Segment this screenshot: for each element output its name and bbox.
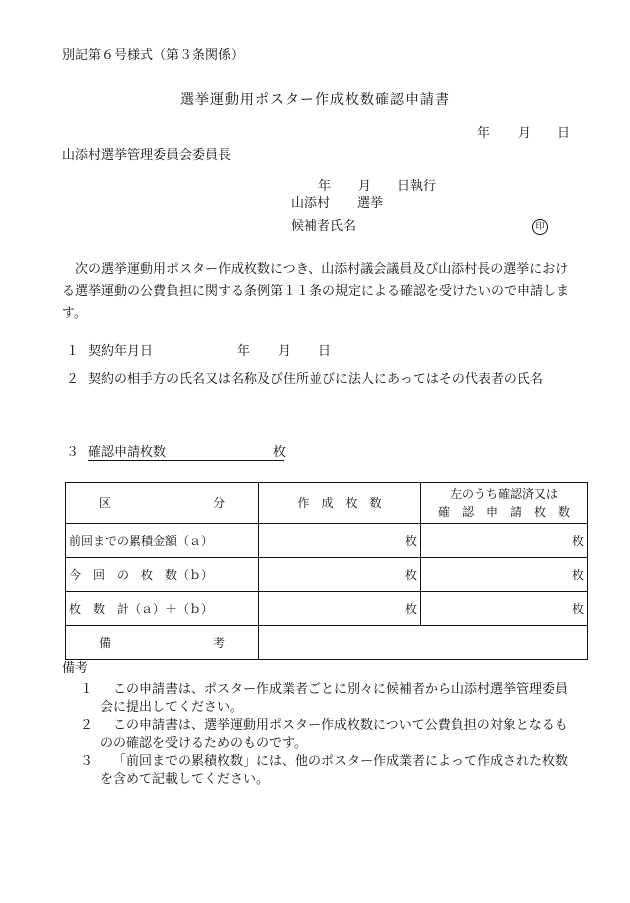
confirmation-table	[65, 482, 588, 660]
row-unit-confirmed: 枚	[421, 558, 588, 592]
date-day: 日	[557, 126, 571, 141]
candidate-name-label: 候補者氏名	[291, 219, 357, 234]
row-label: 枚 数 計（ａ）＋（ｂ）	[66, 592, 259, 626]
note-text: 「前回までの累積枚数」には、他のポスター作成業者によって作成された枚数を含めて記載してください。	[100, 754, 569, 787]
village-name: 山添村	[291, 196, 331, 211]
item-2-number: ２	[66, 372, 80, 387]
table-row	[66, 524, 588, 558]
note-number: ２	[80, 718, 94, 733]
header-category	[66, 483, 259, 524]
note-text: この申請書は、選挙運動用ポスター作成枚数について公費負担の対象となるものの確認を受けるためのものです。	[100, 718, 568, 751]
table-row	[66, 592, 588, 626]
remarks-label-b: 考	[212, 635, 225, 650]
item-3-unit: 枚	[273, 445, 287, 460]
notes-heading: 備考	[62, 661, 89, 676]
body-text: 次の選挙運動用ポスター作成枚数につき、山添村議会議員及び山添村長の選挙における選挙運動の公費負担に関する条例第１１条の規定による確認を受けたいので申請します。	[62, 262, 570, 321]
table-remarks-row	[66, 626, 588, 660]
table-row	[66, 558, 588, 592]
date-year: 年	[477, 126, 491, 141]
header-category-a: 区	[99, 496, 112, 510]
note-number: ３	[80, 754, 94, 769]
row-unit-confirmed: 枚	[421, 592, 588, 626]
exec-month: 月	[358, 179, 372, 194]
item-1-day: 日	[318, 344, 332, 359]
election-label: 選挙	[357, 196, 384, 211]
date-month: 月	[518, 126, 532, 141]
exec-year: 年	[318, 179, 332, 194]
row-unit-production: 枚	[259, 592, 421, 626]
header-confirmed-line2: 確 認 申 請 枚 数	[437, 505, 570, 519]
row-unit-production: 枚	[259, 558, 421, 592]
page-title: 選挙運動用ポスター作成枚数確認申請書	[180, 92, 450, 108]
item-1-label: 契約年月日	[88, 344, 154, 359]
seal-mark: 印	[532, 219, 548, 235]
table-header-row	[66, 483, 588, 524]
form-label: 別記第６号様式（第３条関係）	[62, 48, 245, 63]
header-confirmed-line1: 左のうち確認済又は	[449, 487, 558, 501]
remarks-label	[66, 626, 259, 660]
item-1-number: １	[66, 344, 80, 359]
remarks-cell	[259, 626, 588, 660]
exec-day: 日執行	[397, 179, 437, 194]
header-category-b: 分	[212, 496, 225, 510]
item-3-number: ３	[66, 445, 80, 460]
item-2-label: 契約の相手方の氏名又は名称及び住所並びに法人にあってはその代表者の氏名	[88, 372, 543, 387]
addressee: 山添村選挙管理委員会委員長	[62, 148, 232, 163]
item-3-field	[88, 445, 287, 461]
row-unit-production: 枚	[259, 524, 421, 558]
remarks-label-a: 備	[99, 635, 112, 650]
row-label: 前回までの累積金額（ａ）	[66, 524, 259, 558]
note-number: １	[80, 682, 94, 697]
item-1-month: 月	[278, 344, 292, 359]
item-3-label: 確認申請枚数	[88, 445, 167, 460]
note-text: この申請書は、ポスター作成業者ごとに別々に候補者から山添村選挙管理委員会に提出してください。	[100, 682, 569, 715]
row-label: 今 回 の 枚 数（ｂ）	[66, 558, 259, 592]
header-production-count: 作 成 枚 数	[259, 483, 421, 524]
header-confirmed-count	[421, 483, 588, 524]
row-unit-confirmed: 枚	[421, 524, 588, 558]
item-1-year: 年	[237, 344, 251, 359]
